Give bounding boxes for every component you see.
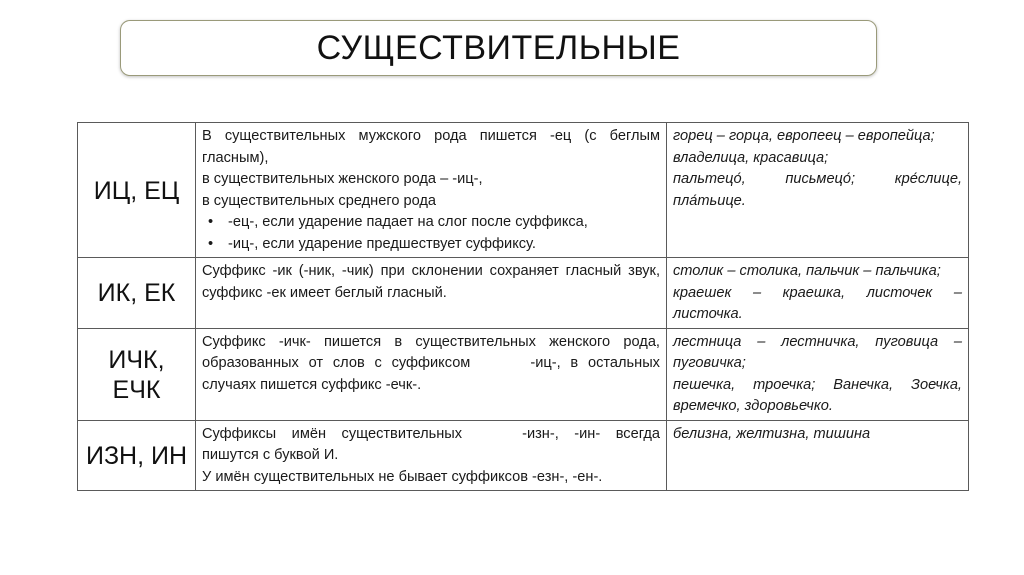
example-text: столик – столика, пальчик – пальчика; <box>673 263 941 279</box>
rule-text <box>202 424 660 467</box>
examples-cell <box>667 328 969 420</box>
rule-bullet: • -ец-, если ударение падает на слог после суффикса, <box>202 212 660 234</box>
rule-cell <box>196 123 667 258</box>
examples-cell <box>667 420 969 491</box>
example-text: краешек – краешка, листочек – листочка. <box>673 284 962 322</box>
rule-text: в существительных женского рода – -иц-, <box>202 171 483 187</box>
rule-text-part: -изн-, -ин- всегда пишутся с буквой И. <box>202 425 660 463</box>
rule-text-part: Суффиксы имён существительных <box>202 425 463 442</box>
rule-text: Суффикс -ик (-ник, -чик) при склонении сохраняет гласный звук, суффикс -ек имеет беглый гласный. <box>202 263 660 301</box>
examples-cell <box>667 258 969 329</box>
example-text: белизна, желтизна, тишина <box>673 425 871 442</box>
table-row <box>78 420 969 491</box>
rule-text <box>202 332 660 397</box>
table-row <box>78 123 969 258</box>
page-title: СУЩЕСТВИТЕЛЬНЫЕ <box>316 28 681 67</box>
example-text: лестница – лестничка, пуговица – пуговичка; <box>673 333 962 371</box>
rule-text-part: Суффикс -ичк- пишется в существительных женского рода, образованных от слов с суффиксом <box>202 333 660 371</box>
examples-cell <box>667 123 969 258</box>
suffix-cell: ИЦ, ЕЦ <box>78 123 196 258</box>
suffix-rules-table <box>77 122 969 491</box>
rule-bullet-list <box>202 212 660 255</box>
table-row <box>78 258 969 329</box>
example-text: пальтецо́, письмецо́; кре́слице, пла́тьице. <box>673 171 962 209</box>
rule-cell <box>196 420 667 491</box>
title-box <box>120 20 877 76</box>
rule-text: У имён существительных не бывает суффиксов -езн-, -ен-. <box>202 468 603 485</box>
example-text: владелица, красавица; <box>673 149 829 166</box>
table-row <box>78 328 969 420</box>
rule-bullet: • -иц-, если ударение предшествует суффиксу. <box>202 234 660 256</box>
rule-text: В существительных мужского рода пишется -ец (с беглым гласным), <box>202 128 660 166</box>
example-text: горец – горца, европеец – европейца; <box>673 128 935 144</box>
suffix-cell: ИЗН, ИН <box>78 420 196 491</box>
suffix-label: ИЧК, ЕЧК <box>108 345 165 404</box>
rule-text-part: -иц-, в остальных случаях пишется суффикс -ечк-. <box>202 355 660 393</box>
example-text: пешечка, троечка; Ванечка, Зоечка, времечко, здоровьечко. <box>673 376 962 414</box>
suffix-cell: ИК, ЕК <box>78 258 196 329</box>
rule-cell <box>196 258 667 329</box>
rule-cell <box>196 328 667 420</box>
suffix-cell <box>78 328 196 420</box>
rule-text: в существительных среднего рода <box>202 192 437 209</box>
